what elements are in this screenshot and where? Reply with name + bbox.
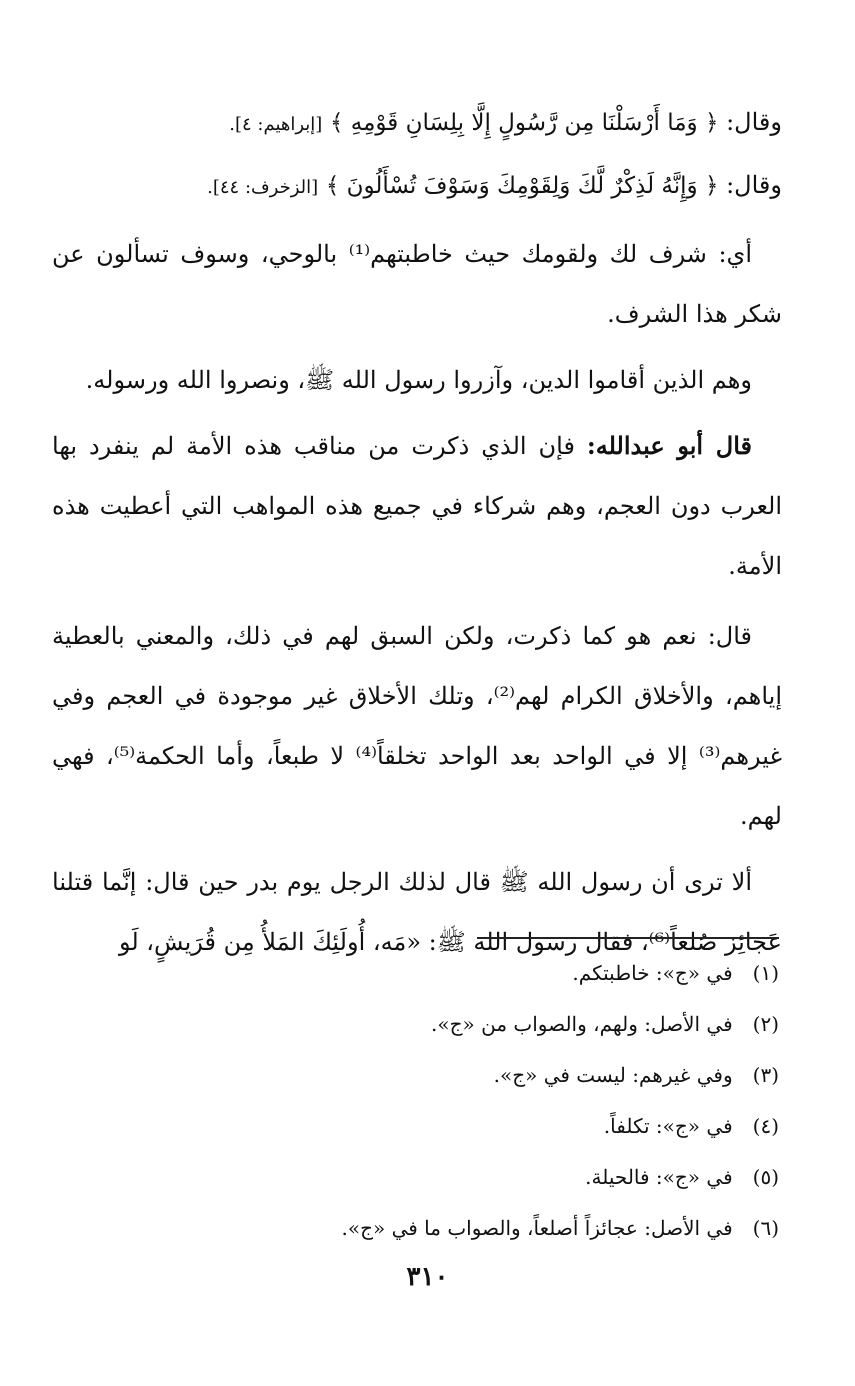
- footnote-item: [79, 1101, 779, 1152]
- quote-label: وقال:: [726, 108, 782, 136]
- footnote-number: (١): [752, 961, 779, 985]
- page-number: ٣١٠: [406, 1262, 449, 1292]
- footnote-number: (٣): [752, 1063, 779, 1087]
- footnote-number: (٤): [752, 1114, 779, 1138]
- footnotes: [79, 948, 779, 1254]
- quote-line-ibrahim: [52, 92, 782, 155]
- footnote-text: في «ج»: تكلفاً.: [603, 1114, 733, 1138]
- speaker-text: فإن الذي ذكرت من مناقب هذه الأمة لم ينفرد بها العرب دون العجم، وهم شركاء في جميع هذه المواهب التي أعطيت هذه الأمة.: [52, 432, 782, 580]
- footnote-number: (٦): [752, 1216, 779, 1240]
- quote-label: وقال:: [726, 171, 782, 199]
- footnote-item: [79, 999, 779, 1050]
- footnote-item: [79, 1050, 779, 1101]
- footnote-text: في الأصل: ولهم، والصواب من «ج».: [431, 1012, 733, 1036]
- footnote-number: (٥): [752, 1165, 779, 1189]
- quote-line-zukhruf: [52, 155, 782, 218]
- footnote-item: [79, 1152, 779, 1203]
- paragraph-badr: ألا ترى أن رسول الله ﷺ قال لذلك الرجل يوم بدر حين قال: إنَّما قتلنا عَجائِز صُلعاً⁽⁶⁾، فقال رسول الله ﷺ: «مَه، أُولَئِكَ المَلأُ مِن قُرَيشٍ، لَو: [52, 868, 782, 956]
- main-text: [52, 92, 782, 972]
- paragraph-abu-abdullah: [52, 416, 782, 596]
- footnote-text: وفي غيرهم: ليست في «ج».: [493, 1063, 733, 1087]
- surah-reference: [الزخرف: ٤٤].: [207, 177, 319, 198]
- footnote-text: في «ج»: فالحيلة.: [585, 1165, 733, 1189]
- footnote-text: في «ج»: خاطبتكم.: [572, 961, 733, 985]
- surah-reference: [إبراهيم: ٤].: [229, 114, 323, 135]
- footnote-text: في الأصل: عجائزاً أصلعاً، والصواب ما في «ج».: [341, 1216, 733, 1240]
- footnote-number: (٢): [752, 1012, 779, 1036]
- paragraph-supporters: وهم الذين أقاموا الدين، وآزروا رسول الله ﷺ، ونصروا الله ورسوله.: [85, 366, 752, 394]
- footnote-divider: [477, 937, 779, 939]
- speaker-label: قال أبو عبدالله:: [586, 431, 752, 460]
- footnote-item: [79, 1203, 779, 1254]
- paragraph-answer: قال: نعم هو كما ذكرت، ولكن السبق لهم في ذلك، والمعني بالعطية إياهم، والأخلاق الكرام لهم⁽²⁾، وتلك الأخلاق غير موجودة في العجم وفي غيرهم⁽³⁾ إلا في الواحد بعد الواحد تخلقاً⁽⁴⁾ لا طبعاً، وأما الحكمة⁽⁵⁾، فهي لهم.: [52, 622, 783, 830]
- footnote-item: [79, 948, 779, 999]
- quran-verse: ﴿ وَمَا أَرْسَلْنَا مِن رَّسُولٍ إِلَّا بِلِسَانِ قَوْمِهِ ﴾: [329, 110, 719, 136]
- quran-verse: ﴿ وَإِنَّهُ لَذِكْرٌ لَّكَ وَلِقَوْمِكَ وَسَوْفَ تُسْأَلُونَ ﴾: [325, 173, 719, 199]
- paragraph-explanation: أي: شرف لك ولقومك حيث خاطبتهم⁽¹⁾ بالوحي، وسوف تسألون عن شكر هذا الشرف.: [52, 240, 782, 328]
